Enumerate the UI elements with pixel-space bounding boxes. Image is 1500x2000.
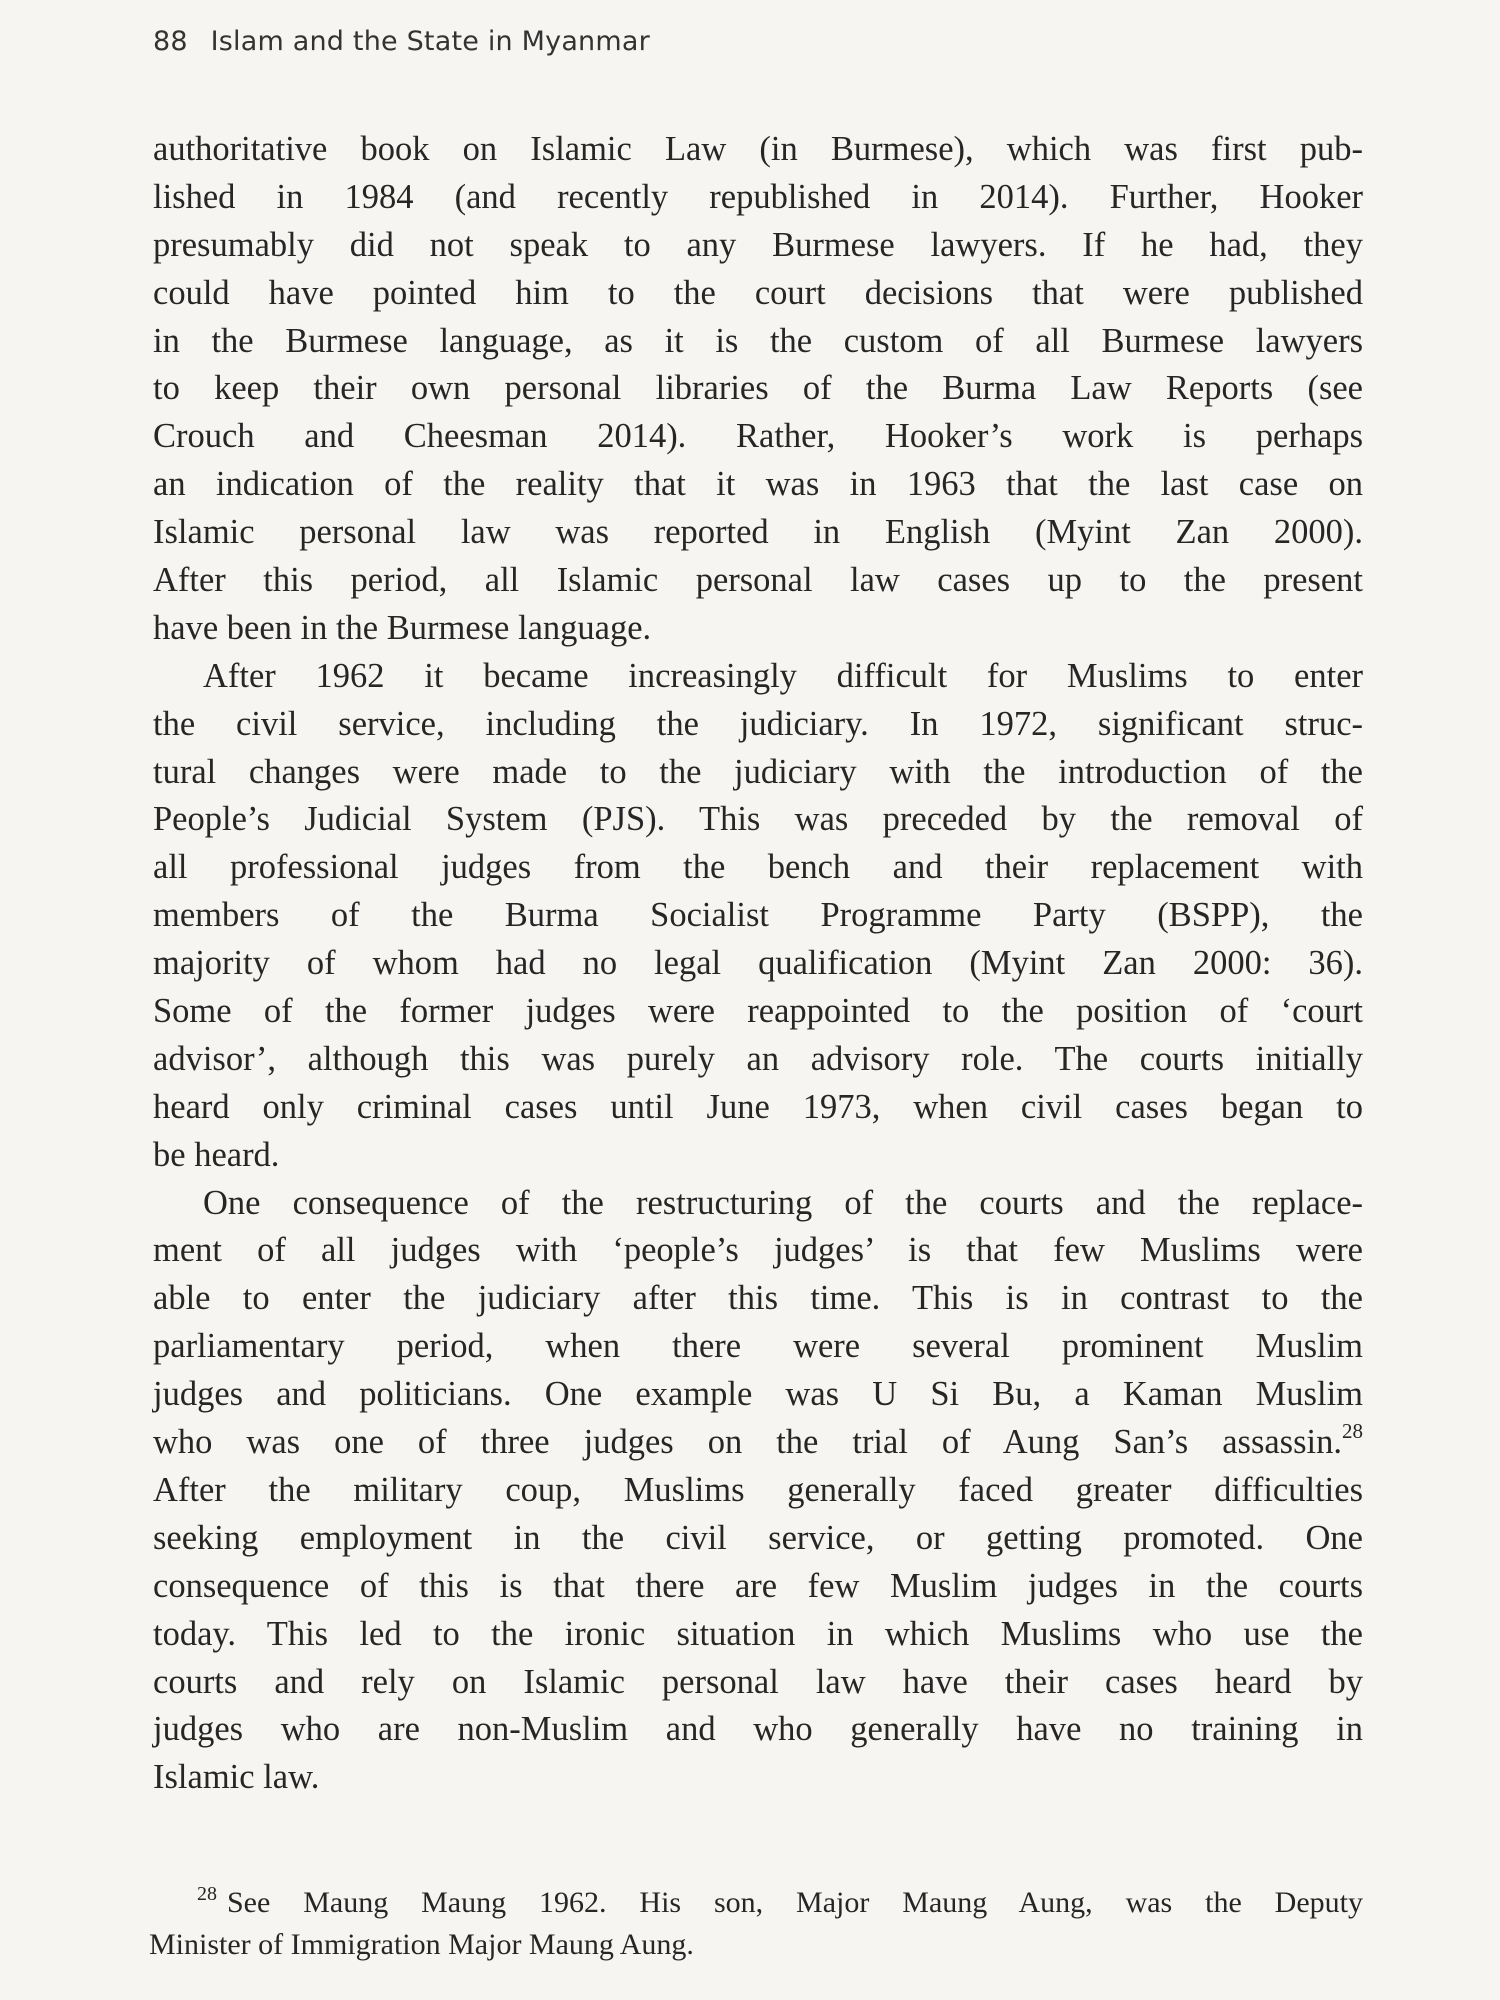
text-line [153,1563,1363,1611]
line-text: After this period, all Islamic personal law cases up to the present [153,561,1363,600]
line-text: Crouch and Cheesman 2014). Rather, Hooker’s work is perhaps [153,417,1363,456]
line-text: able to enter the judiciary after this time. This is in contrast to the [153,1279,1363,1318]
line-text: an indication of the reality that it was in 1963 that the last case on [153,465,1363,504]
line-text: ment of all judges with ‘people’s judges’ is that few Muslims were [153,1231,1363,1270]
text-line [153,749,1363,797]
line-text: today. This led to the ironic situation in which Muslims who use the [153,1614,1363,1653]
text-line [153,653,1363,701]
line-text: lished in 1984 (and recently republished in 2014). Further, Hooker [153,177,1363,216]
line-text: Some of the former judges were reappointed to the position of ‘court [153,992,1363,1031]
line-text: judges and politicians. One example was U Si Bu, a Kaman Muslim [153,1375,1363,1414]
text-line [153,1659,1363,1707]
line-text: be heard. [153,1135,280,1174]
text-line [153,892,1363,940]
footnote-line [149,1882,1363,1924]
text-line [153,1084,1363,1132]
line-text: After the military coup, Muslims generally faced greater difficulties [153,1470,1363,1509]
text-line [153,1611,1363,1659]
text-line [153,1754,1363,1802]
line-text: majority of whom had no legal qualification (Myint Zan 2000: 36). [153,944,1363,983]
line-text: presumably did not speak to any Burmese lawyers. If he had, they [153,225,1363,264]
text-line [153,1036,1363,1084]
footnote [149,1882,1363,1966]
line-text: After 1962 it became increasingly difficult for Muslims to enter [203,656,1363,695]
line-text: to keep their own personal libraries of the Burma Law Reports (see [153,369,1363,408]
text-line [153,988,1363,1036]
line-text: the civil service, including the judiciary. In 1972, significant struc- [153,704,1363,743]
paragraph [153,653,1363,1180]
text-line [153,509,1363,557]
running-title: Islam and the State in Myanmar [210,26,650,57]
line-text: in the Burmese language, as it is the custom of all Burmese lawyers [153,321,1363,360]
line-text: parliamentary period, when there were several prominent Muslim [153,1327,1363,1366]
text-line [153,174,1363,222]
text-line [153,1371,1363,1419]
text-line [153,1132,1363,1180]
text-line [153,796,1363,844]
line-text: People’s Judicial System (PJS). This was preceded by the removal of [153,800,1363,839]
line-text: advisor’, although this was purely an advisory role. The courts initially [153,1039,1363,1078]
footnote-reference[interactable]: 28 [1342,1419,1363,1444]
text-line [153,940,1363,988]
text-line [153,701,1363,749]
paragraph [153,1180,1363,1803]
line-text: authoritative book on Islamic Law (in Burmese), which was first pub- [153,130,1363,168]
page-number: 88 [153,26,188,57]
footnote-mark: 28 [197,1883,217,1905]
text-line [153,557,1363,605]
text-line [153,1467,1363,1515]
text-line [153,318,1363,366]
line-text: members of the Burma Socialist Programme Party (BSPP), the [153,896,1363,935]
text-line [153,413,1363,461]
text-line [153,1227,1363,1275]
text-line [153,1180,1363,1228]
line-text: Islamic personal law was reported in English (Myint Zan 2000). [153,513,1363,552]
footnote-line: Minister of Immigration Major Maung Aung. [149,1928,694,1961]
body-text [153,126,1363,1802]
text-line [153,1419,1363,1467]
line-text: seeking employment in the civil service, or getting promoted. One [153,1518,1363,1557]
text-line [153,126,1363,174]
line-text: tural changes were made to the judiciary with the introduction of the [153,752,1363,791]
text-line [153,1275,1363,1323]
text-line [153,270,1363,318]
line-text: judges who are non-Muslim and who generally have no training in [153,1710,1363,1749]
running-header [153,26,650,57]
text-line [153,844,1363,892]
line-text: One consequence of the restructuring of the courts and the replace- [203,1183,1363,1222]
line-text: could have pointed him to the court decisions that were published [153,273,1363,312]
text-line [153,1515,1363,1563]
text-line [153,222,1363,270]
line-text: who was one of three judges on the trial of Aung San’s assassin. [153,1423,1342,1462]
line-text: courts and rely on Islamic personal law have their cases heard by [153,1662,1363,1701]
footnote-text: See Maung Maung 1962. His son, Major Maung Aung, was the Deputy [227,1886,1363,1919]
line-text: all professional judges from the bench and their replacement with [153,848,1363,887]
text-line [153,605,1363,653]
text-line [153,1706,1363,1754]
text-line [153,365,1363,413]
paragraph [153,126,1363,653]
line-text: heard only criminal cases until June 1973, when civil cases began to [153,1087,1363,1126]
line-text: consequence of this is that there are few Muslim judges in the courts [153,1566,1363,1605]
text-line [153,1323,1363,1371]
text-line [153,461,1363,509]
line-text: Islamic law. [153,1758,320,1797]
line-text: have been in the Burmese language. [153,608,652,647]
